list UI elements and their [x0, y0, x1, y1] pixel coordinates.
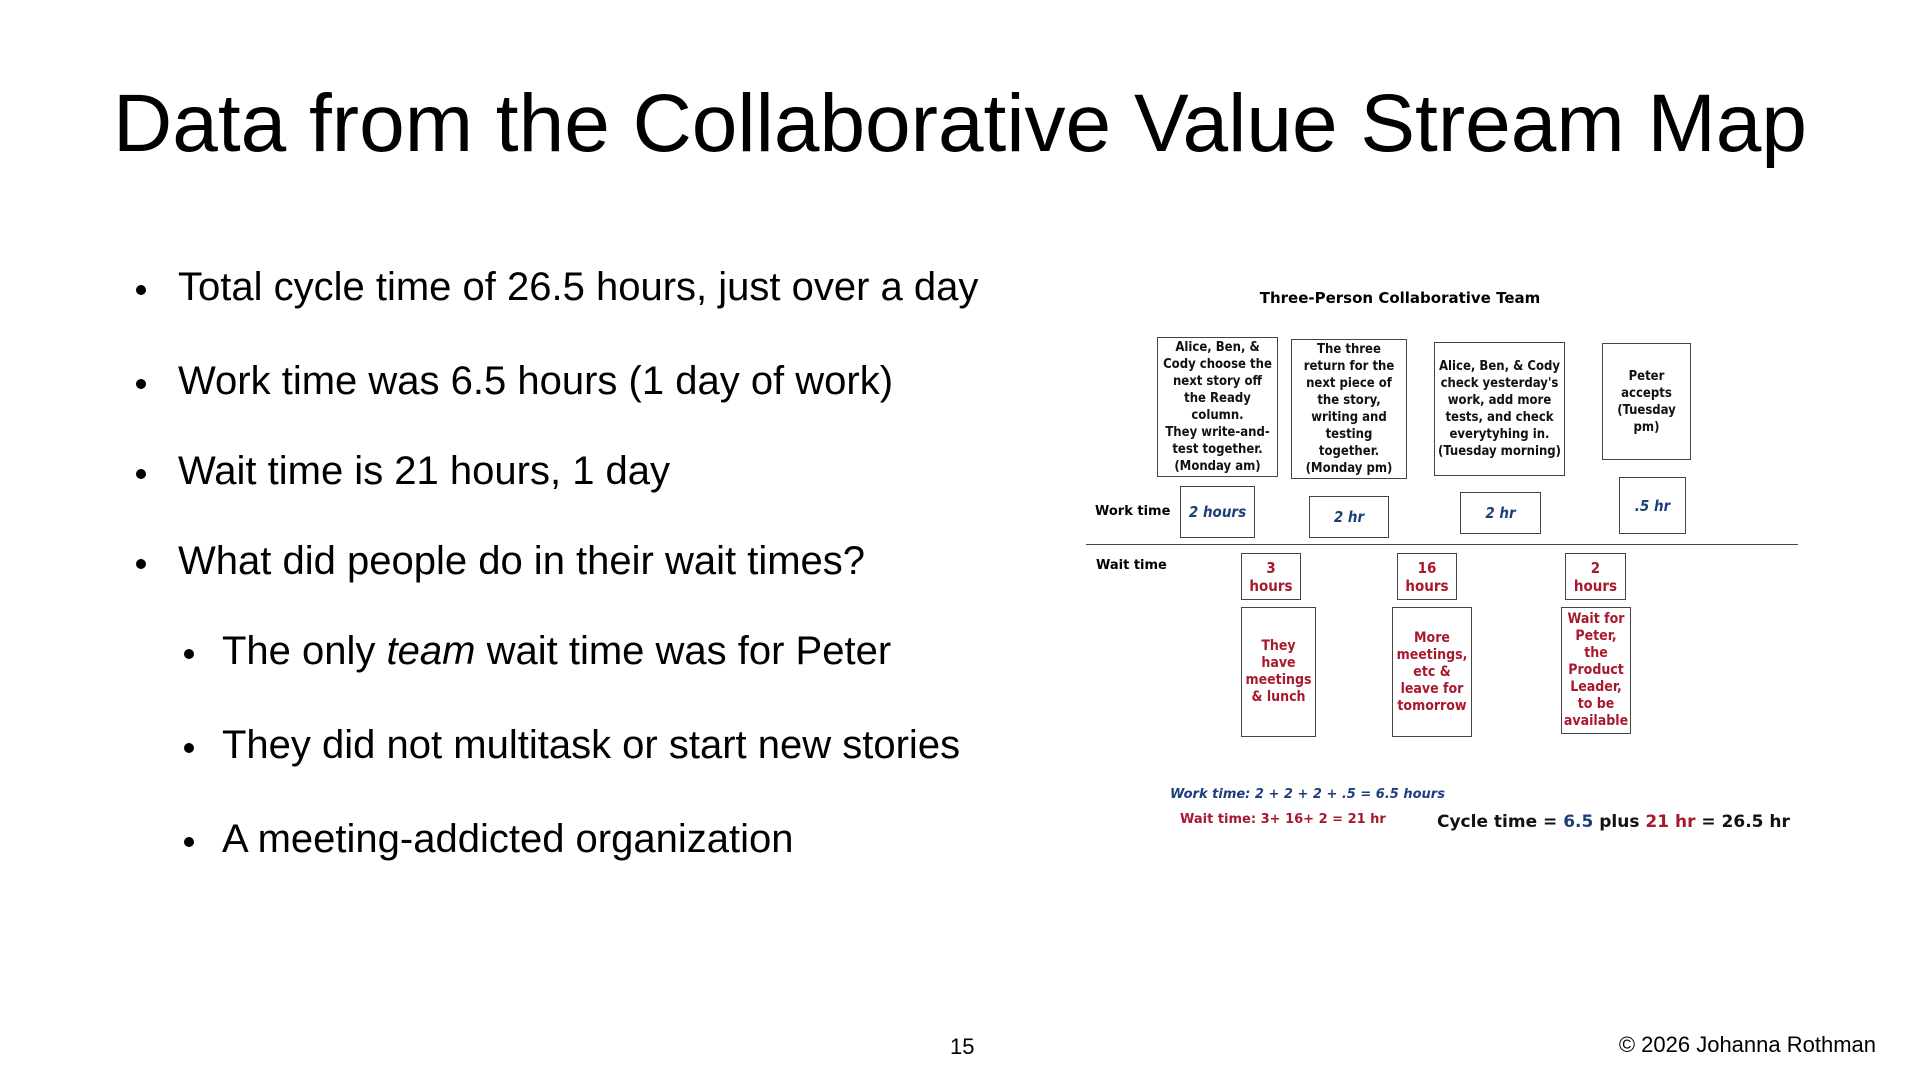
- wait-activity-meetings-lunch: They have meetings & lunch: [1241, 607, 1316, 737]
- sub-bullet-list: [178, 626, 980, 864]
- bullet-wait-activities-text: What did people do in their wait times?: [178, 539, 866, 583]
- work-time-sum: Work time: 2 + 2 + 2 + .5 = 6.5 hours: [1170, 787, 1445, 802]
- sub-bullet-team-wait-emphasis: team: [386, 629, 476, 673]
- cycle-time-sum: [1437, 812, 1790, 832]
- wait-time-box-1: 3 hours: [1241, 553, 1301, 600]
- wait-activity-leave-tomorrow: More meetings, etc & leave for tomorrow: [1392, 607, 1472, 737]
- bullet-list: [120, 262, 980, 864]
- sub-bullet-meeting-addicted: A meeting-addicted organization: [178, 814, 980, 864]
- bullet-cycle-time: Total cycle time of 26.5 hours, just over a day: [120, 262, 980, 312]
- sub-bullet-no-multitask: They did not multitask or start new stories: [178, 720, 980, 770]
- sub-bullet-team-wait: [178, 626, 980, 676]
- wait-time-row-label: Wait time: [1096, 558, 1167, 573]
- bullet-wait-time: Wait time is 21 hours, 1 day: [120, 446, 980, 496]
- work-time-row-label: Work time: [1095, 504, 1171, 519]
- slide-title: Data from the Collaborative Value Stream Map: [113, 78, 1807, 169]
- cycle-time-prefix: Cycle time =: [1437, 812, 1564, 832]
- wait-time-box-3: 2 hours: [1565, 553, 1626, 600]
- step-box-monday-am: Alice, Ben, & Cody choose the next story off the Ready column. They write-and- test together. (Monday am): [1157, 337, 1278, 477]
- cycle-time-total: = 26.5 hr: [1695, 812, 1790, 832]
- work-time-box-1: 2 hours: [1180, 486, 1255, 538]
- wait-time-box-2: 16 hours: [1397, 553, 1457, 600]
- sub-bullet-team-wait-pre: The only: [222, 629, 387, 673]
- copyright-notice: © 2026 Johanna Rothman: [1618, 1032, 1876, 1057]
- work-time-box-2: 2 hr: [1309, 496, 1389, 538]
- timeline-divider: [1086, 544, 1798, 545]
- cycle-time-work-value: 6.5: [1563, 812, 1594, 832]
- step-box-monday-pm: The three return for the next piece of the story, writing and testing together. (Monday pm): [1291, 339, 1407, 479]
- step-box-peter-accepts: Peter accepts (Tuesday pm): [1602, 343, 1691, 460]
- bullet-work-time: Work time was 6.5 hours (1 day of work): [120, 356, 980, 406]
- page-number: 15: [950, 1034, 975, 1059]
- wait-activity-wait-for-peter: Wait for Peter, the Product Leader, to be available: [1561, 607, 1631, 734]
- work-time-box-3: 2 hr: [1460, 492, 1541, 534]
- work-time-box-4: .5 hr: [1619, 477, 1686, 534]
- cycle-time-plus: plus: [1593, 812, 1646, 832]
- step-box-tuesday-morning: Alice, Ben, & Cody check yesterday's work, add more tests, and check everytyhing in. (Tuesday morning): [1434, 342, 1565, 476]
- diagram-title: Three-Person Collaborative Team: [1259, 289, 1541, 307]
- wait-time-sum: Wait time: 3+ 16+ 2 = 21 hr: [1180, 812, 1386, 827]
- sub-bullet-team-wait-post: wait time was for Peter: [475, 629, 892, 673]
- bullet-wait-activities: [120, 536, 980, 864]
- cycle-time-wait-value: 21 hr: [1645, 812, 1696, 832]
